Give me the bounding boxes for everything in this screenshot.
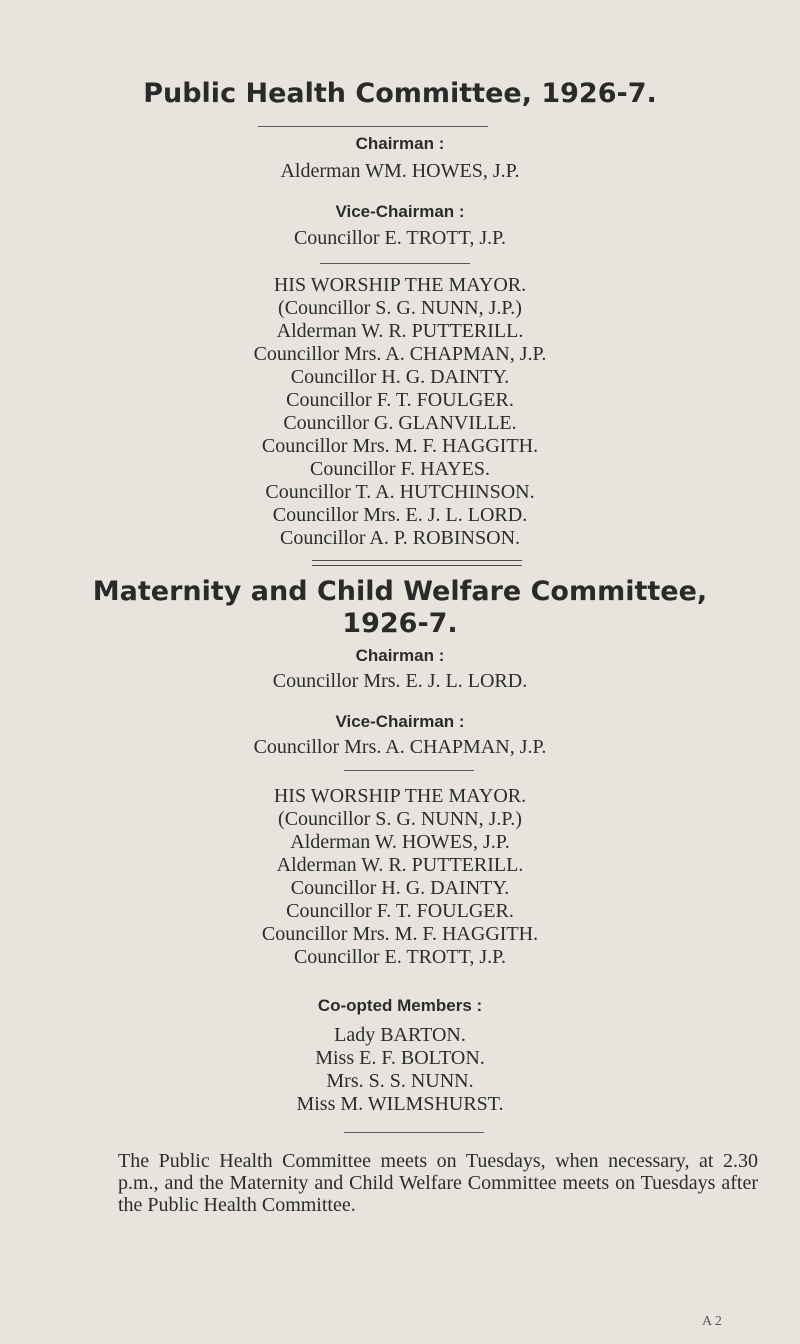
member-item: Councillor H. G. DAINTY. xyxy=(290,366,510,388)
coopted-member: Lady BARTON. xyxy=(334,1024,466,1046)
coopted-heading: Co-opted Members : xyxy=(317,996,483,1015)
coopted-member: Mrs. S. S. NUNN. xyxy=(326,1070,474,1092)
member-item: HIS WORSHIP THE MAYOR. xyxy=(273,785,527,807)
coopted-member: Miss M. WILMSHURST. xyxy=(296,1093,504,1115)
member-item: (Councillor S. G. NUNN, J.P.) xyxy=(278,297,522,319)
member-item: Councillor Mrs. A. CHAPMAN, J.P. xyxy=(253,343,547,365)
member-item: Councillor A. P. ROBINSON. xyxy=(279,527,521,549)
chairman-heading: Chairman : xyxy=(355,134,445,153)
public-health-title: Public Health Committee, 1926-7. xyxy=(143,78,657,109)
divider xyxy=(344,770,474,771)
member-item: HIS WORSHIP THE MAYOR. xyxy=(273,274,527,296)
member-item: Councillor Mrs. M. F. HAGGITH. xyxy=(261,435,539,457)
member-item: Councillor G. GLANVILLE. xyxy=(283,412,517,434)
meeting-note: The Public Health Committee meets on Tuesdays, when necessary, at 2.30 p.m., and the Maternity and Child Welfare Committee meets on Tuesdays after the Public Health Committee. xyxy=(118,1150,758,1216)
page-number: A 2 xyxy=(702,1314,722,1329)
chairman-name: Councillor Mrs. E. J. L. LORD. xyxy=(272,670,528,692)
member-item: Councillor H. G. DAINTY. xyxy=(290,877,510,899)
vice-chairman-name: Councillor E. TROTT, J.P. xyxy=(293,227,507,249)
member-item: Councillor F. T. FOULGER. xyxy=(286,900,514,922)
maternity-title-line2: 1926-7. xyxy=(342,608,458,639)
vice-chairman-name: Councillor Mrs. A. CHAPMAN, J.P. xyxy=(253,736,547,758)
chairman-heading: Chairman : xyxy=(355,646,445,665)
vice-chairman-heading: Vice-Chairman : xyxy=(335,712,465,731)
member-item: Councillor T. A. HUTCHINSON. xyxy=(265,481,535,503)
member-item: Councillor F. T. FOULGER. xyxy=(286,389,514,411)
member-item: Alderman W. HOWES, J.P. xyxy=(290,831,510,853)
divider xyxy=(344,1132,484,1133)
member-item: Councillor Mrs. E. J. L. LORD. xyxy=(272,504,528,526)
member-item: Alderman W. R. PUTTERILL. xyxy=(276,320,524,342)
member-item: Councillor F. HAYES. xyxy=(310,458,490,480)
member-item: (Councillor S. G. NUNN, J.P.) xyxy=(278,808,522,830)
chairman-name: Alderman WM. HOWES, J.P. xyxy=(280,160,520,182)
vice-chairman-heading: Vice-Chairman : xyxy=(335,202,465,221)
section-divider xyxy=(312,560,522,566)
coopted-member: Miss E. F. BOLTON. xyxy=(315,1047,485,1069)
maternity-title-line1: Maternity and Child Welfare Committee, xyxy=(92,576,708,607)
divider xyxy=(258,126,488,127)
member-item: Councillor Mrs. M. F. HAGGITH. xyxy=(261,923,539,945)
member-item: Alderman W. R. PUTTERILL. xyxy=(276,854,524,876)
divider xyxy=(320,263,470,264)
member-item: Councillor E. TROTT, J.P. xyxy=(293,946,507,968)
